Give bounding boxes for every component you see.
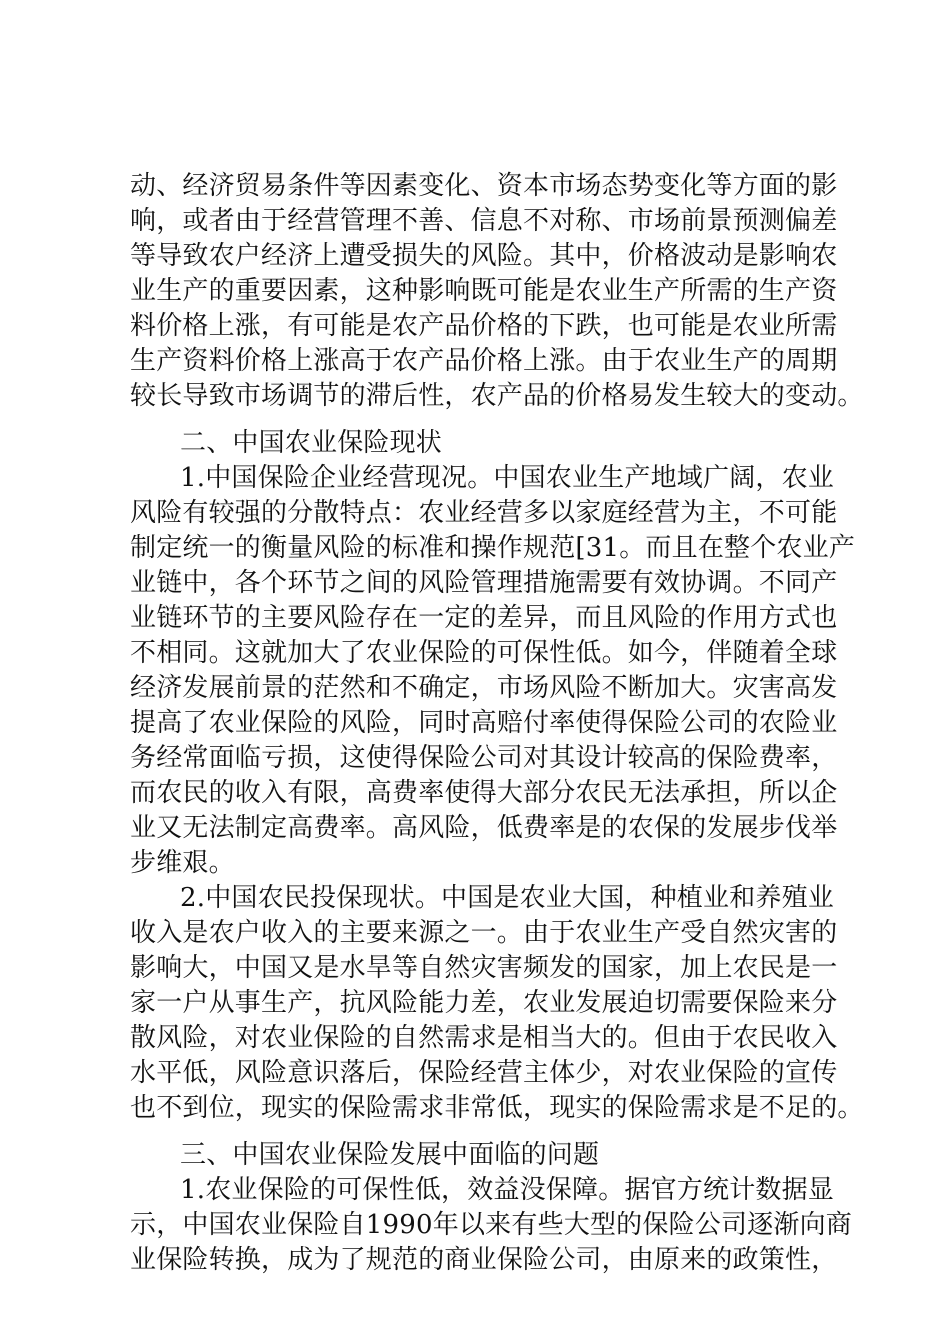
text-line: 较长导致市场调节的滞后性，农产品的价格易发生较大的变动。 xyxy=(130,381,864,411)
text-line: 制定统一的衡量风险的标准和操作规范[31。而且在整个农业产 xyxy=(130,533,856,563)
text-line: 经济发展前景的茫然和不确定，市场风险不断加大。灾害高发 xyxy=(130,673,838,703)
text-line: 动、经济贸易条件等因素变化、资本市场态势变化等方面的影 xyxy=(130,171,838,201)
text-line: 收入是农户收入的主要来源之一。由于农业生产受自然灾害的 xyxy=(130,918,838,948)
text-line: 提高了农业保险的风险，同时高赔付率使得保险公司的农险业 xyxy=(130,708,838,738)
text-line: 等导致农户经济上遭受损失的风险。其中，价格波动是影响农 xyxy=(130,241,838,271)
text-line: 而农民的收入有限，高费率使得大部分农民无法承担，所以企 xyxy=(130,778,838,808)
text-line: 业链中，各个环节之间的风险管理措施需要有效协调。不同产 xyxy=(130,568,838,598)
text-line: 1.中国保险企业经营现况。中国农业生产地域广阔，农业 xyxy=(180,463,835,493)
text-line: 务经常面临亏损，这使得保险公司对其设计较高的保险费率， xyxy=(130,743,838,773)
text-line: 家一户从事生产，抗风险能力差，农业发展迫切需要保险来分 xyxy=(130,988,838,1018)
text-line: 示，中国农业保险自1990年以来有些大型的保险公司逐渐向商 xyxy=(130,1210,852,1240)
text-line: 影响大，中国又是水旱等自然灾害频发的国家，加上农民是一 xyxy=(130,953,838,983)
text-line: 生产资料价格上涨高于农产品价格上涨。由于农业生产的周期 xyxy=(130,346,838,376)
text-line: 料价格上涨，有可能是农产品价格的下跌，也可能是农业所需 xyxy=(130,311,838,341)
text-line: 业又无法制定高费率。高风险，低费率是的农保的发展步伐举 xyxy=(130,813,838,843)
section-heading: 二、中国农业保险现状 xyxy=(180,428,443,458)
text-line: 风险有较强的分散特点：农业经营多以家庭经营为主，不可能 xyxy=(130,498,838,528)
text-line: 步维艰。 xyxy=(130,848,235,878)
text-line: 也不到位，现实的保险需求非常低，现实的保险需求是不足的。 xyxy=(130,1093,864,1123)
text-line: 散风险，对农业保险的自然需求是相当大的。但由于农民收入 xyxy=(130,1023,838,1053)
text-line: 业链环节的主要风险存在一定的差异，而且风险的作用方式也 xyxy=(130,603,838,633)
section-heading: 三、中国农业保险发展中面临的问题 xyxy=(180,1140,600,1170)
text-line: 水平低，风险意识落后，保险经营主体少，对农业保险的宣传 xyxy=(130,1058,838,1088)
text-line: 2.中国农民投保现状。中国是农业大国，种植业和养殖业 xyxy=(180,883,835,913)
text-line: 1.农业保险的可保性低，效益没保障。据官方统计数据显 xyxy=(180,1175,835,1205)
text-line: 业生产的重要因素，这种影响既可能是农业生产所需的生产资 xyxy=(130,276,838,306)
text-line: 不相同。这就加大了农业保险的可保性低。如今，伴随着全球 xyxy=(130,638,838,668)
text-line: 业保险转换，成为了规范的商业保险公司，由原来的政策性， xyxy=(130,1245,838,1275)
text-line: 响，或者由于经营管理不善、信息不对称、市场前景预测偏差 xyxy=(130,206,838,236)
